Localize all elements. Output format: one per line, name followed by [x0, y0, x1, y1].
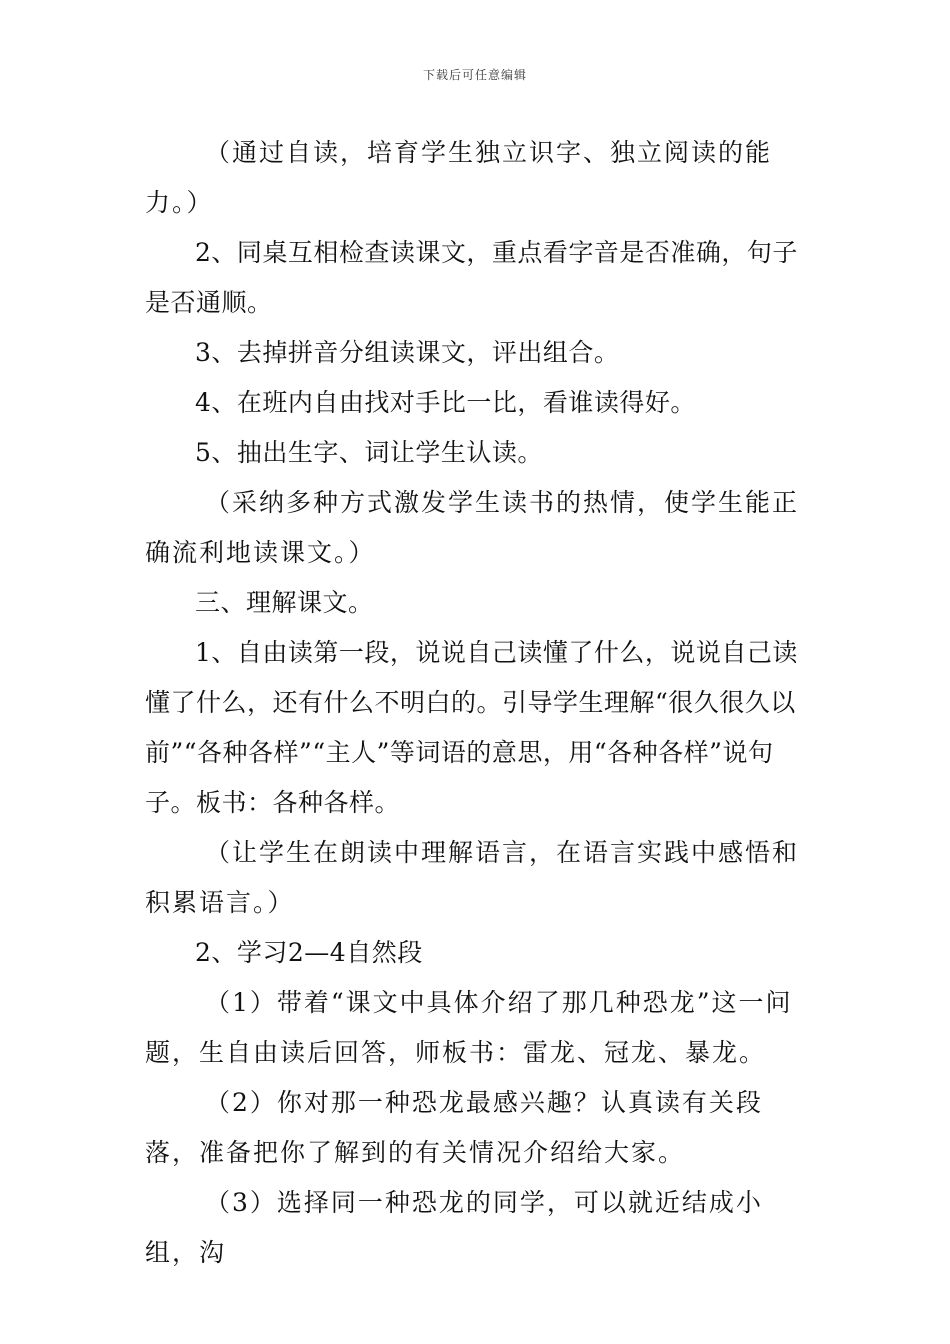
paragraph-3: 3、去掉拼音分组读课文，评出组合。: [195, 338, 620, 367]
paragraph-11: （1）带着“课文中具体介绍了那几种恐龙”这一问题，生自由读后回答，师板书：雷龙、冠龙、暴龙。: [145, 988, 793, 1067]
paragraph-13: （3）选择同一种恐龙的同学，可以就近结成小组，沟: [145, 1188, 763, 1267]
paragraph-2: 2、同桌互相检查读课文，重点看字音是否准确，句子是否通顺。: [145, 238, 798, 317]
section-heading: 三、理解课文。: [195, 588, 374, 617]
paragraph-12: （2）你对那一种恐龙最感兴趣？认真读有关段落，准备把你了解到的有关情况介绍给大家。: [145, 1088, 763, 1167]
paragraph-1: （通过自读，培育学生独立识字、独立阅读的能力。）: [145, 138, 773, 217]
paragraph-10: 2、学习2—4自然段: [195, 938, 423, 967]
paragraph-8: 1、自由读第一段，说说自己读懂了什么，说说自己读懂了什么，还有什么不明白的。引导学生理解“很久很久以前”“各种各样”“主人”等词语的意思，用“各种各样”说句子。板书：各种各样。: [145, 638, 798, 817]
paragraph-4: 4、在班内自由找对手比一比，看谁读得好。: [195, 388, 696, 417]
document-body: [145, 128, 807, 1278]
paragraph-9: （让学生在朗读中理解语言，在语言实践中感悟和积累语言。）: [145, 838, 800, 917]
page-header: 下载后可任意编辑: [422, 68, 527, 82]
paragraph-6: （采纳多种方式激发学生读书的热情，使学生能正确流利地读课文。）: [145, 488, 800, 567]
paragraph-5: 5、抽出生字、词让学生认读。: [195, 438, 543, 467]
